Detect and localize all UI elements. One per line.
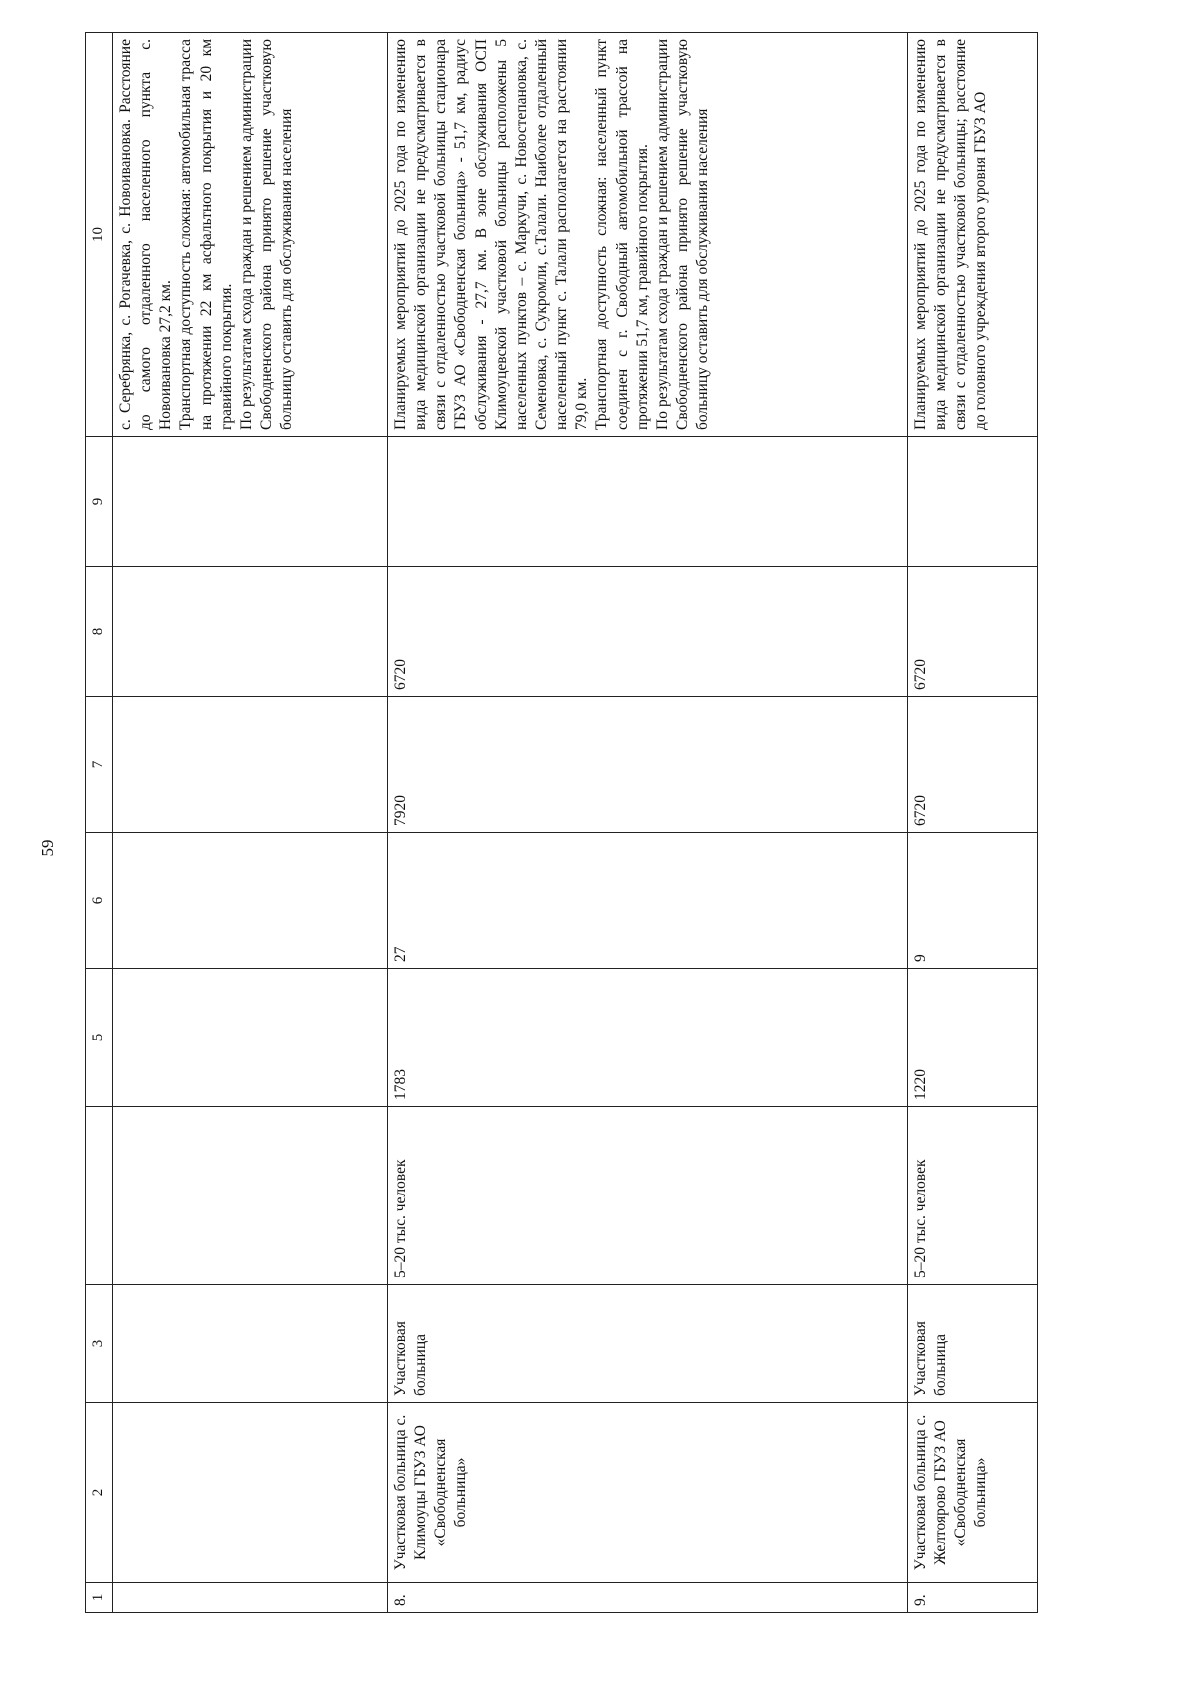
population-cell: 5–20 тыс. человек <box>388 1107 908 1285</box>
column-header: 3 <box>86 1285 113 1403</box>
column-header: 2 <box>86 1403 113 1583</box>
comment-cell <box>113 33 388 437</box>
column-header <box>86 1107 113 1285</box>
institution-name-cell: Участковая больница с. Климоуцы ГБУЗ АО «Свободненская больница» <box>388 1403 908 1583</box>
comment-cell <box>908 33 1038 437</box>
hospital-table <box>85 32 1038 1613</box>
table-row <box>388 33 908 1613</box>
comment-paragraph: Планируемых мероприятий до 2025 года по изменению вида медицинской организации не предусматривается в связи с отдаленностью участковой больницы стационара ГБУЗ АО «Свободненская больница» - 51,7 км, радиус обслуживания - 27,7 км. В зоне обслуживания ОСП Климоуцевской участковой больницы расположены 5 населенных пунктов – с. Маркучи, с. Новостепановка, с. Семеновка, с. Сукромли, с.Талали. Наиболее отдаленный населенный пункт с. Талали располагается на расстоянии 79,0 км. <box>392 39 591 430</box>
comment-paragraph: По результатам схода граждан и решением администрации Свободненского района принято решение участковую больницу оставить для обслуживания населения <box>653 39 712 430</box>
column-header: 7 <box>86 697 113 833</box>
institution-name-cell <box>113 1403 388 1583</box>
comment-paragraph: Транспортная доступность сложная: населенный пункт соединен с г. Свободный автомобильной трассой на протяжении 51,7 км, гравийного покрытия. <box>593 39 651 430</box>
column-header: 1 <box>86 1583 113 1613</box>
page-number: 59 <box>38 839 57 857</box>
institution-name-cell: Участковая больница с. Желтоярово ГБУЗ АО «Свободненская больница» <box>908 1403 1038 1583</box>
value-cell-8: 6720 <box>388 567 908 697</box>
row-number-cell: 9. <box>908 1583 1038 1613</box>
value-cell-9 <box>908 437 1038 567</box>
value-cell-7 <box>113 697 388 833</box>
value-cell-8 <box>113 567 388 697</box>
value-cell-6 <box>113 833 388 969</box>
comment-paragraph: Планируемых мероприятий до 2025 года по изменению вида медицинской организации не предусматривается в связи с отдаленностью участковой больницы; расстояние до головного учреждения второго уровня ГБУЗ АО <box>912 39 990 430</box>
comment-cell <box>388 33 908 437</box>
comment-paragraph: Транспортная доступность сложная: автомобильная трасса на протяжении 22 км асфальтного покрытия и 20 км гравийного покрытия. <box>177 39 235 430</box>
comment-paragraph: с. Серебрянка, с. Рогачевка, с. Новоивановка. Расстояние до самого отдаленного населенного пункта с. Новоивановка 27,2 км. <box>117 39 175 430</box>
column-header: 9 <box>86 437 113 567</box>
value-cell-8: 6720 <box>908 567 1038 697</box>
value-cell-9 <box>388 437 908 567</box>
column-header: 5 <box>86 969 113 1107</box>
institution-type-cell: Участковая больница <box>388 1285 908 1403</box>
value-cell-6: 9 <box>908 833 1038 969</box>
population-cell: 5–20 тыс. человек <box>908 1107 1038 1285</box>
comment-paragraph: По результатам схода граждан и решением администрации Свободненского района принято решение участковую больницу оставить для обслуживания населения <box>237 39 296 430</box>
table-row <box>113 33 388 1613</box>
value-cell-7: 6720 <box>908 697 1038 833</box>
column-header: 6 <box>86 833 113 969</box>
institution-type-cell: Участковая больница <box>908 1285 1038 1403</box>
value-cell-6: 27 <box>388 833 908 969</box>
value-cell-9 <box>113 437 388 567</box>
rotated-document-page <box>30 23 1170 1673</box>
column-header: 8 <box>86 567 113 697</box>
value-cell-7: 7920 <box>388 697 908 833</box>
value-cell-5: 1220 <box>908 969 1038 1107</box>
column-header: 10 <box>86 33 113 437</box>
header-row <box>86 33 113 1613</box>
population-cell <box>113 1107 388 1285</box>
value-cell-5 <box>113 969 388 1107</box>
table-row <box>908 33 1038 1613</box>
row-number-cell: 8. <box>388 1583 908 1613</box>
row-number-cell <box>113 1583 388 1613</box>
value-cell-5: 1783 <box>388 969 908 1107</box>
institution-type-cell <box>113 1285 388 1403</box>
